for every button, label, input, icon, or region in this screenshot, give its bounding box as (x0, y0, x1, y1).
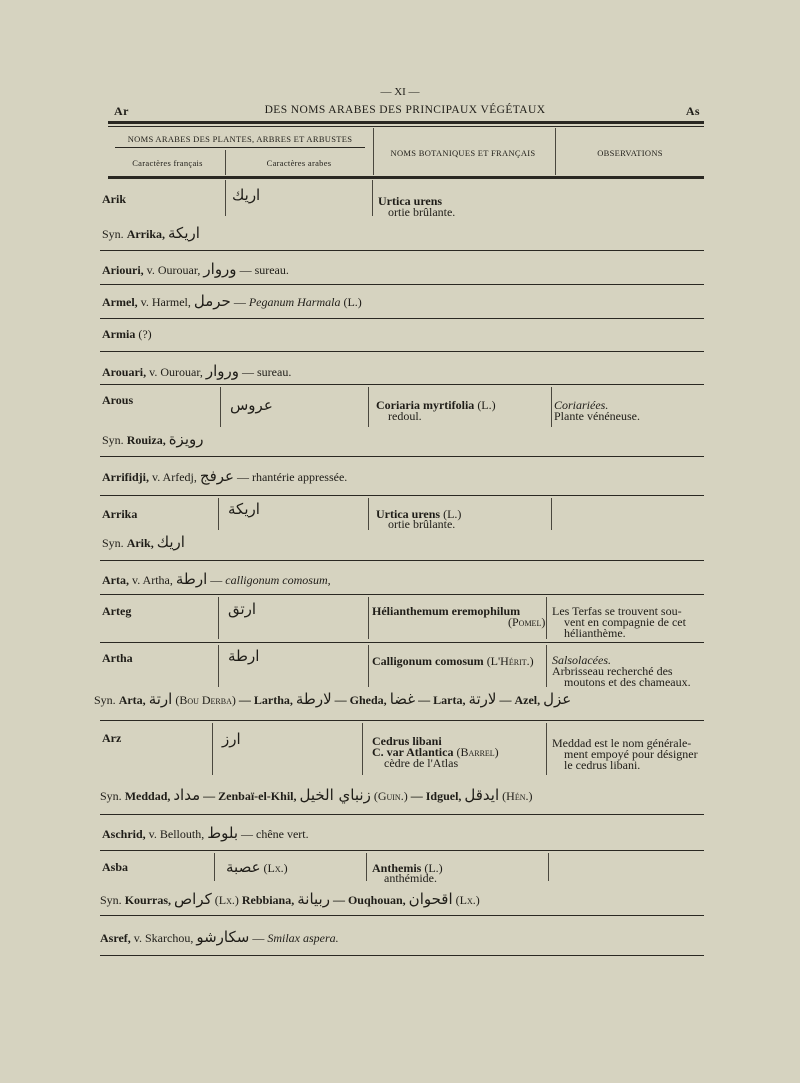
column-divider (218, 597, 219, 639)
column-divider (368, 498, 369, 530)
observation: Les Terfas se trouvent sou- (552, 604, 682, 618)
arabic-word: ارطة (228, 647, 260, 665)
syn-name: — Gheda, (334, 693, 387, 707)
observation: ment empoyé pour désigner (564, 747, 698, 761)
botanical-name: Smilax aspera. (267, 931, 339, 945)
syn-name: Kourras, (124, 893, 172, 907)
synonym-line (100, 890, 480, 908)
syn-source: (Lx.) (455, 893, 480, 907)
syn-arabic: لارتة (468, 690, 497, 708)
entry-text: v. Ourouar, (146, 263, 201, 277)
entry-rule (100, 456, 704, 457)
header-group-rule (115, 147, 365, 148)
entry-name: Arz (102, 731, 122, 745)
syn-arabic: ايدقل (464, 786, 500, 804)
syn-arabic: رويزة (168, 430, 204, 448)
entry-line (102, 260, 289, 278)
syn-name: — Lartha, (238, 693, 293, 707)
entry-line (102, 467, 347, 485)
entry-name: Asba (102, 860, 129, 874)
entry-name: Arik (102, 192, 126, 206)
header-col-fr: Caractères français (132, 158, 203, 168)
arabic-word: بلوط (207, 824, 238, 842)
entry-name: Armia (102, 327, 136, 341)
arabic-word: ارطة (175, 570, 208, 588)
syn-arabic: عزل (543, 690, 572, 708)
syn-name: Rebbiana, (241, 893, 295, 907)
running-head-left: Ar (114, 104, 129, 118)
syn-arabic: لارطة (295, 690, 332, 708)
column-divider (372, 180, 373, 216)
entry-rule (100, 955, 704, 956)
syn-label: Syn. (100, 789, 122, 803)
arabic-word: ارتق (228, 600, 257, 618)
entry-name: Armel, (102, 295, 138, 309)
syn-source: (Guin.) (373, 789, 408, 803)
column-divider (368, 387, 369, 427)
arabic-word: عروس (230, 396, 273, 414)
column-divider (218, 645, 219, 687)
author: (L.) (343, 295, 362, 309)
running-head-title: DES NOMS ARABES DES PRINCIPAUX VÉGÉTAUX (264, 104, 546, 116)
column-divider (548, 853, 549, 881)
column-divider (225, 180, 226, 216)
header-col-ar: Caractères arabes (266, 158, 332, 168)
author: (Barrel) (456, 745, 499, 759)
entry-line (102, 292, 362, 310)
synonym-line (94, 690, 571, 708)
syn-label: Syn. (102, 227, 124, 241)
entry-rule (100, 642, 704, 643)
syn-arabic: مداد (173, 786, 201, 804)
observation: Plante vénéneuse. (554, 409, 640, 423)
observation: Meddad est le nom générale- (552, 736, 692, 750)
column-divider (551, 498, 552, 530)
column-divider (366, 853, 367, 881)
synonym-line (102, 533, 185, 551)
top-rule (108, 121, 704, 124)
french-name: ortie brûlante. (388, 205, 456, 219)
arabic-word: وروار (205, 362, 239, 380)
botanical-name: Urtica urens (376, 507, 441, 521)
column-divider (212, 723, 213, 775)
entry-line (102, 824, 309, 842)
arabic-word: عرفج (199, 467, 234, 485)
french-name: redoul. (388, 409, 422, 423)
syn-name: Arrika, (126, 227, 166, 241)
header-col-obs: OBSERVATIONS (597, 148, 663, 158)
syn-name: — Zenbaï-el-Khil, (203, 789, 297, 803)
french-name: ortie brûlante. (388, 517, 456, 531)
column-divider (368, 597, 369, 639)
header-divider-2 (373, 128, 374, 175)
entry-dash: — (210, 573, 223, 587)
column-divider (546, 723, 547, 775)
column-divider (551, 387, 552, 427)
syn-arabic: اقحوان (408, 890, 453, 908)
botanical-name: Urtica urens (378, 194, 443, 208)
entry-name: Arta, (102, 573, 129, 587)
syn-source: (Hén.) (502, 789, 533, 803)
entry-gloss: — sureau. (239, 263, 289, 277)
header-col-bot: NOMS BOTANIQUES ET FRANÇAIS (390, 148, 536, 158)
entry-rule (100, 720, 704, 721)
column-divider (362, 723, 363, 775)
entry-rule (100, 384, 704, 385)
entry-rule (100, 814, 704, 815)
entry-name: Aschrid, (102, 827, 146, 841)
syn-arabic: ارتة (148, 690, 173, 708)
entry-dash: — (233, 295, 246, 309)
column-divider (214, 853, 215, 881)
author: (L.) (477, 398, 496, 412)
syn-source: (Bou Derba) (175, 693, 236, 707)
entry-line (100, 928, 339, 946)
synonym-line (102, 224, 200, 242)
arabic-word: عصبة (226, 858, 261, 876)
page-number: — XI — (380, 86, 420, 98)
french-name: cèdre de l'Atlas (384, 756, 459, 770)
header-bottom-rule (108, 176, 704, 179)
entry-rule (100, 495, 704, 496)
author: (Pomel) (508, 615, 546, 629)
syn-name: Arta, (118, 693, 146, 707)
entry-rule (100, 560, 704, 561)
syn-source: (Lx.) (214, 893, 239, 907)
entry-text: (?) (138, 327, 152, 341)
botanical-name: Peganum Harmala (248, 295, 341, 309)
entry-name: Arteg (102, 604, 132, 618)
entry-name: Arrika (102, 507, 138, 521)
entry-name: Arrifidji, (102, 470, 149, 484)
synonym-line (100, 786, 532, 804)
entry-line (102, 362, 291, 380)
syn-name: — Larta, (418, 693, 466, 707)
entry-text: v. Ourouar, (149, 365, 203, 379)
botanical-name: Anthemis (372, 861, 422, 875)
entry-rule (100, 594, 704, 595)
source: (Lx.) (263, 861, 288, 875)
syn-arabic: ربيانة (297, 890, 330, 908)
arabic-word: ارز (222, 730, 241, 748)
header-divider-3 (555, 128, 556, 175)
top-rule-thin (108, 126, 704, 127)
entry-name: Artha (102, 651, 133, 665)
column-divider (546, 645, 547, 687)
entry-text: v. Harmel, (140, 295, 191, 309)
column-divider (546, 597, 547, 639)
syn-name: Rouiza, (126, 433, 166, 447)
entry-text: v. Bellouth, (148, 827, 205, 841)
arabic-word: وروار (203, 260, 237, 278)
observation: le cedrus libani. (564, 758, 641, 772)
entry-gloss: — chêne vert. (241, 827, 309, 841)
arabic-word: حرمل (193, 292, 231, 310)
arabic-word: سكارشو (196, 928, 250, 946)
syn-arabic: غضا (389, 690, 416, 708)
entry-name: Asref, (100, 931, 131, 945)
botanical-name: C. var Atlantica (372, 745, 454, 759)
botanical-name: Coriaria myrtifolia (376, 398, 475, 412)
observation: Salsolacées. (552, 653, 611, 667)
french-name: anthémide. (384, 871, 437, 885)
entry-rule (100, 351, 704, 352)
author: (L'Hérit.) (486, 654, 534, 668)
entry-name: Ariouri, (102, 263, 144, 277)
syn-arabic: اريك (156, 533, 185, 551)
syn-arabic: زنباي الخيل (299, 786, 371, 804)
observation: Arbrisseau recherché des (552, 664, 673, 678)
observation: moutons et des chameaux. (564, 675, 691, 689)
arabic-line (226, 858, 288, 876)
entry-gloss: — sureau. (242, 365, 292, 379)
entry-text: v. Arfedj, (152, 470, 197, 484)
entry-name: Arouari, (102, 365, 147, 379)
column-divider (218, 498, 219, 530)
entry-line (102, 327, 152, 342)
entry-dash: — (252, 931, 265, 945)
arabic-word: اريك (232, 186, 261, 204)
column-divider (220, 387, 221, 427)
syn-arabic: كراص (174, 890, 212, 908)
syn-label: Syn. (102, 536, 124, 550)
entry-name: Arous (102, 393, 134, 407)
header-divider-1 (225, 150, 226, 175)
syn-label: Syn. (102, 433, 124, 447)
syn-name: Arik, (126, 536, 154, 550)
syn-name: Meddad, (124, 789, 171, 803)
entry-rule (100, 850, 704, 851)
arabic-word: اريكة (228, 500, 260, 518)
botanical-name: calligonum comosum, (225, 573, 331, 587)
botanical-name: Hélianthemum eremophilum (372, 604, 521, 618)
observation: vent en compagnie de cet (564, 615, 686, 629)
syn-label: Syn. (100, 893, 122, 907)
entry-text: v. Artha, (132, 573, 173, 587)
syn-name: — Azel, (499, 693, 541, 707)
entry-rule (100, 318, 704, 319)
entry-rule (100, 284, 704, 285)
syn-arabic: اريكة (168, 224, 200, 242)
syn-label: Syn. (94, 693, 116, 707)
entry-rule (100, 250, 704, 251)
column-divider (368, 645, 369, 687)
observation: hélianthème. (564, 626, 626, 640)
synonym-line (102, 430, 204, 448)
header-group: NOMS ARABES DES PLANTES, ARBRES ET ARBUSTES (127, 134, 353, 144)
observation: Coriariées. (554, 398, 609, 412)
author: (L.) (443, 507, 462, 521)
botanical-line (372, 654, 534, 669)
entry-rule (100, 915, 704, 916)
running-head-right: As (685, 104, 700, 118)
entry-gloss: — rhantérie appressée. (236, 470, 348, 484)
syn-name: — Idguel, (410, 789, 462, 803)
entry-line (102, 570, 331, 588)
botanical-name: Cedrus libani (372, 734, 442, 748)
botanical-name: Calligonum comosum (372, 654, 484, 668)
author: (L.) (424, 861, 443, 875)
entry-text: v. Skarchou, (133, 931, 194, 945)
syn-name: — Ouqhouan, (332, 893, 406, 907)
